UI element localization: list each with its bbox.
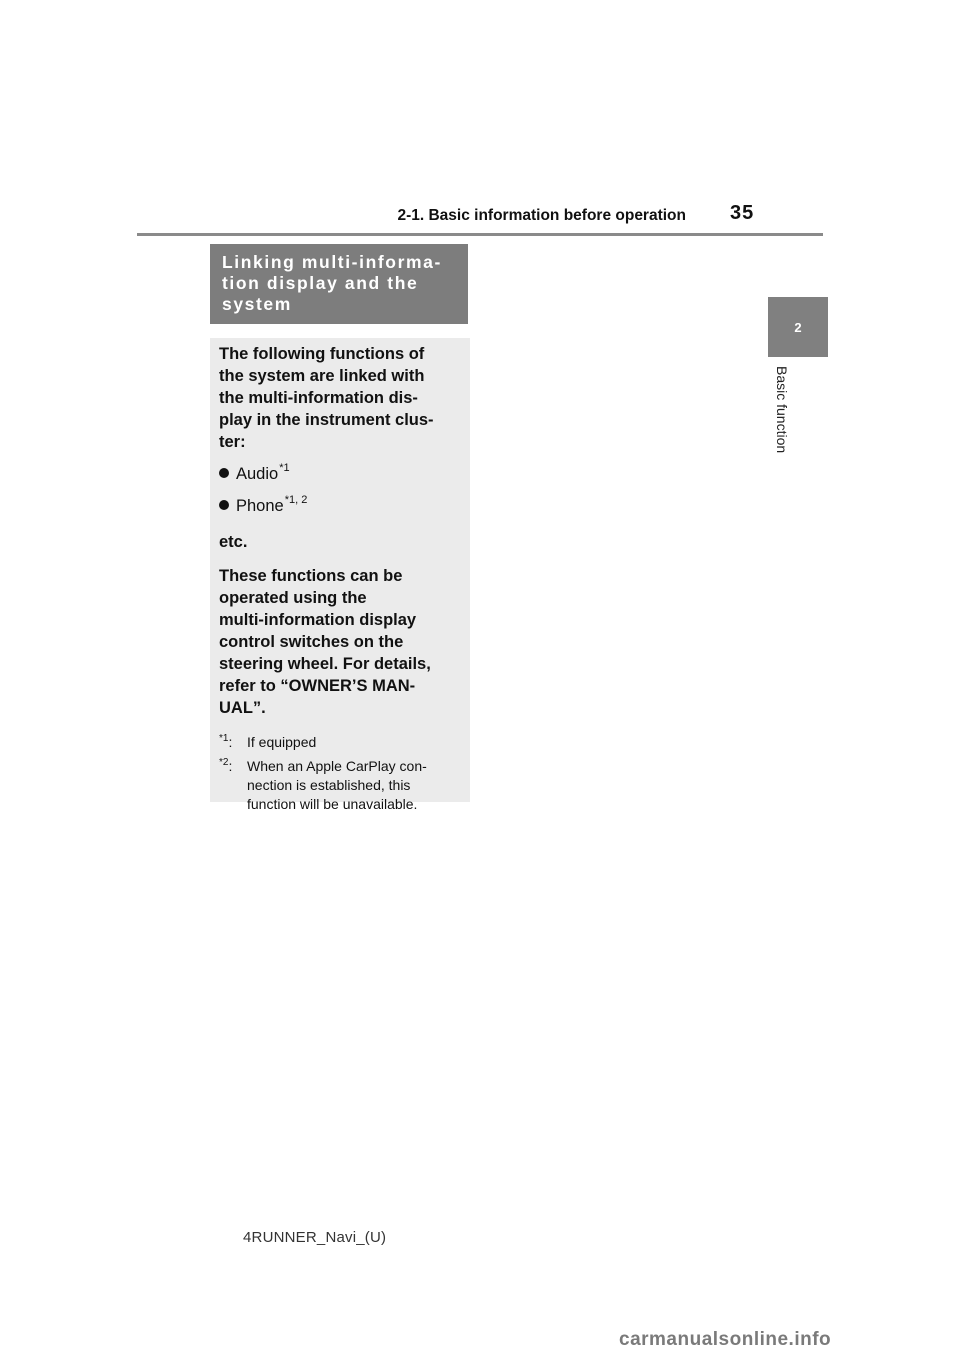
bullet-icon <box>219 500 229 510</box>
footnote-text: When an Apple CarPlay con- nection is established, this function will be unavailable. <box>247 758 427 812</box>
content-box <box>210 338 470 812</box>
body-line: UAL”. <box>219 699 266 717</box>
footer-doc-id: 4RUNNER_Navi_(U) <box>243 1229 387 1246</box>
intro-line: the multi-information dis- <box>219 389 418 407</box>
footnote-text: If equipped <box>247 734 317 750</box>
etc-text: etc. <box>219 533 248 551</box>
body-line: operated using the <box>219 589 367 607</box>
header-section-title: 2-1. Basic information before operation <box>397 207 686 224</box>
body-line: These functions can be <box>219 567 403 585</box>
list-item-phone <box>219 495 458 519</box>
body-line: steering wheel. For details, <box>219 655 431 673</box>
intro-line: The following functions of <box>219 345 425 363</box>
page-number: 35 <box>730 202 755 224</box>
section-heading-line: system <box>222 294 292 314</box>
body-paragraph <box>219 565 458 719</box>
chapter-label: Basic function <box>774 366 790 454</box>
intro-line: ter: <box>219 433 246 451</box>
intro-paragraph <box>219 343 458 453</box>
section-heading <box>210 244 468 324</box>
footnote-ref: *1, 2 <box>284 494 308 506</box>
footnote-ref: *1 <box>279 462 290 474</box>
footnote-mark: $^{*2}$: <box>219 757 233 774</box>
section-heading-line: Linking multi-informa- <box>222 252 442 272</box>
header-divider <box>137 233 823 236</box>
footnote-2 <box>219 757 458 814</box>
footer-site-watermark[interactable]: carmanualsonline.info <box>619 1329 832 1350</box>
body-line: refer to “OWNER’S MAN- <box>219 677 416 695</box>
intro-line: the system are linked with <box>219 367 425 385</box>
function-list <box>219 463 458 519</box>
chapter-tab <box>768 297 828 357</box>
list-item-label: Audio <box>236 465 279 483</box>
intro-line: play in the instrument clus- <box>219 411 434 429</box>
bullet-icon <box>219 468 229 478</box>
list-item-audio <box>219 463 458 487</box>
list-item-label: Phone <box>236 497 284 515</box>
section-heading-line: tion display and the <box>222 273 419 293</box>
footnote-1 <box>219 733 458 754</box>
footnote-mark: $^{*1}$: <box>219 733 233 750</box>
body-line: multi-information display <box>219 611 417 629</box>
chapter-number: 2 <box>794 319 802 335</box>
body-line: control switches on the <box>219 633 404 651</box>
footnotes <box>219 733 458 814</box>
